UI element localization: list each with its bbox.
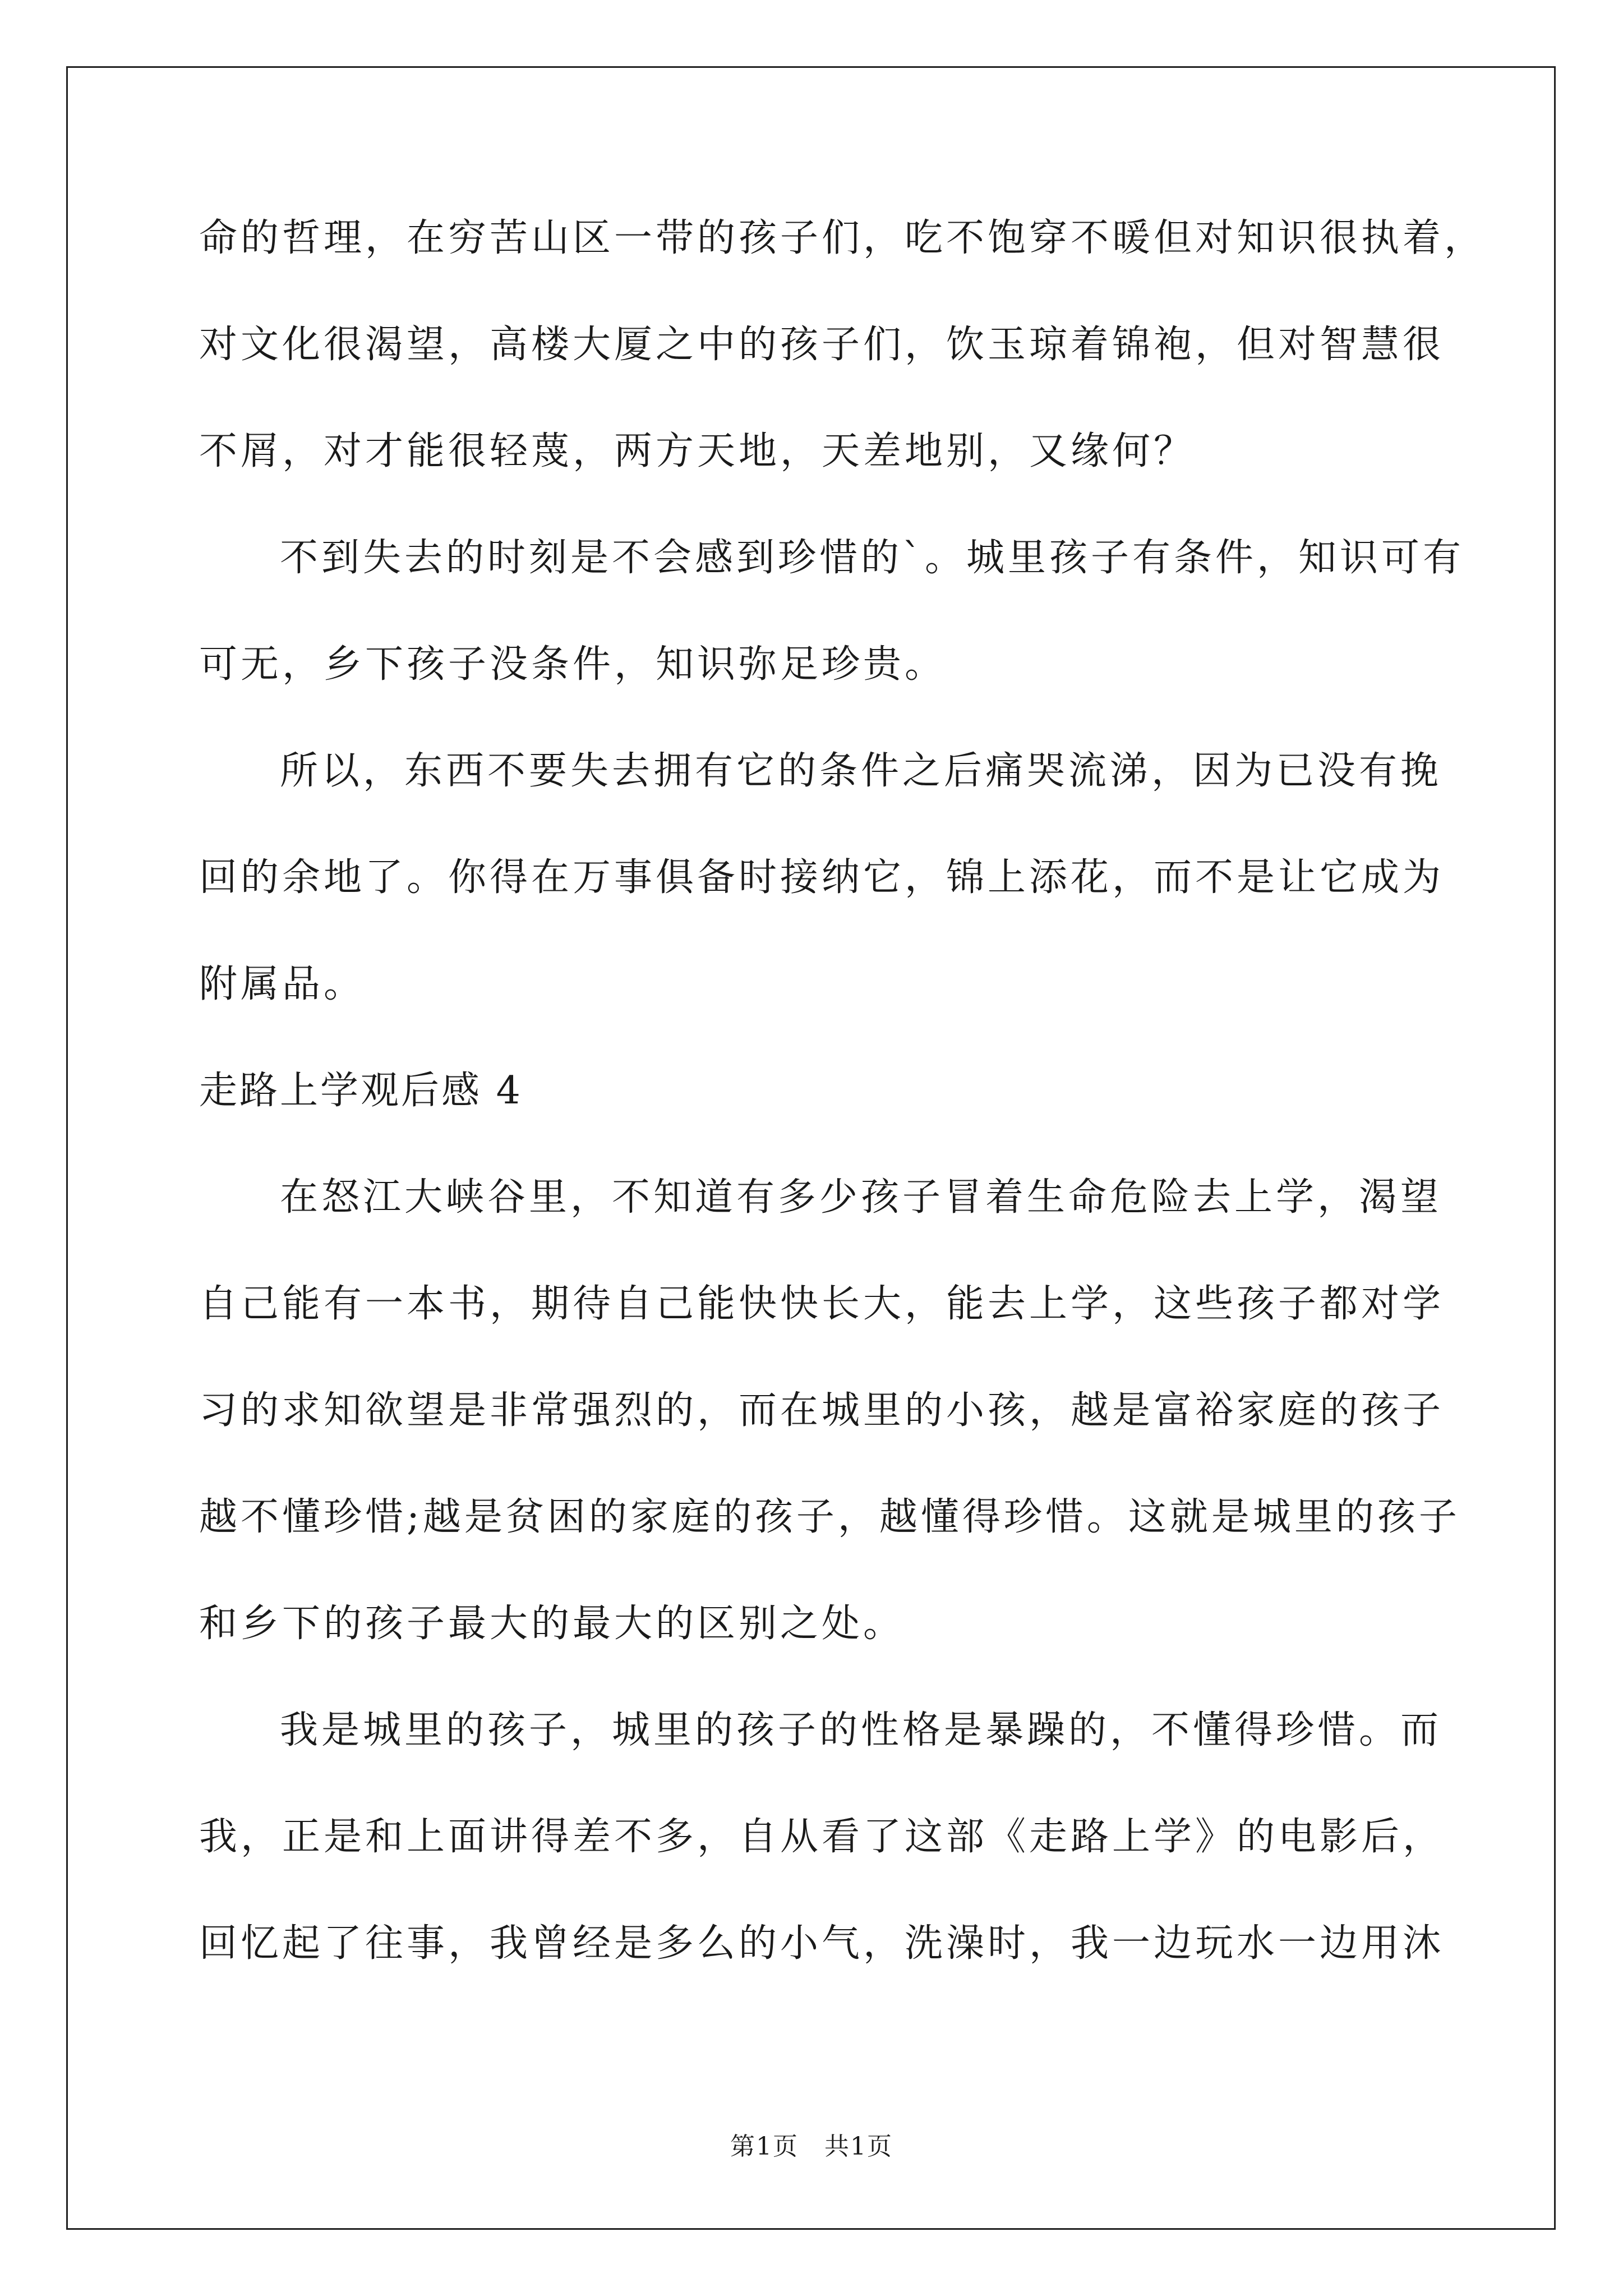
- text-line: 和乡下的孩子最大的最大的区别之处。: [199, 1602, 905, 1646]
- document-body: [199, 185, 1486, 1997]
- text-line: 对文化很渴望，高楼大厦之中的孩子们，饮玉琼着锦袍，但对智慧很: [199, 323, 1445, 367]
- paragraph-start-line: 在怒江大峡谷里，不知道有多少孩子冒着生命危险去上学，渴望: [280, 1175, 1442, 1220]
- paragraph-start-line: 我是城里的孩子，城里的孩子的性格是暴躁的，不懂得珍惜。而: [280, 1708, 1442, 1752]
- text-line: 习的求知欲望是非常强烈的，而在城里的小孩，越是富裕家庭的孩子: [199, 1388, 1445, 1433]
- section-heading: 走路上学观后感 4: [199, 1069, 523, 1113]
- text-line: 命的哲理，在穷苦山区一带的孩子们，吃不饱穿不暖但对知识很执着，: [199, 216, 1486, 260]
- text-line: 可无，乡下孩子没条件，知识弥足珍贵。: [199, 642, 947, 687]
- text-line: 我，正是和上面讲得差不多，自从看了这部《走路上学》的电影后，: [199, 1815, 1445, 1859]
- page-footer: 第1页 共1页: [730, 2132, 893, 2161]
- text-line: 回忆起了往事，我曾经是多么的小气，洗澡时，我一边玩水一边用沐: [199, 1921, 1445, 1966]
- text-line: 自己能有一本书，期待自己能快快长大，能去上学，这些孩子都对学: [199, 1282, 1445, 1326]
- text-line: 越不懂珍惜;越是贫困的家庭的孩子，越懂得珍惜。这就是城里的孩子: [199, 1495, 1460, 1539]
- paragraph-start-line: 所以，东西不要失去拥有它的条件之后痛哭流涕，因为已没有挽: [280, 749, 1442, 793]
- text-line: 附属品。: [199, 962, 366, 1006]
- text-line: 不屑，对才能很轻蔑，两方天地，天差地别，又缘何？: [199, 429, 1196, 473]
- text-line: 回的余地了。你得在万事俱备时接纳它，锦上添花，而不是让它成为: [199, 855, 1445, 900]
- paragraph-start-line: 不到失去的时刻是不会感到珍惜的`。城里孩子有条件，知识可有: [280, 536, 1465, 580]
